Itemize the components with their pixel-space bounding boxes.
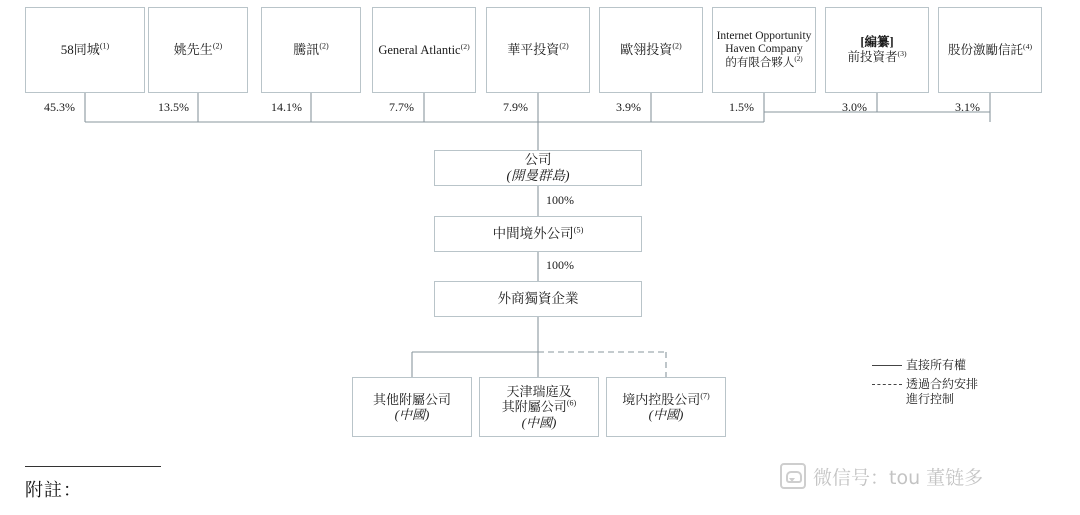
- shareholder-note-5: (2): [672, 42, 682, 51]
- shareholder-box-8: [938, 7, 1042, 93]
- company-intermediate-pct: 100%: [546, 193, 574, 207]
- shareholder-note-8: (4): [1022, 41, 1033, 51]
- pct-label-0: 45.3%: [44, 100, 75, 114]
- shareholder-name-5: 歐翎投資: [620, 42, 673, 58]
- subsidiary-box-1: [479, 377, 599, 437]
- pct-label-5: 3.9%: [616, 100, 641, 114]
- watermark: [780, 455, 1076, 497]
- pct-label-4: 7.9%: [503, 100, 528, 114]
- shareholder-box-6: [712, 7, 816, 93]
- shareholder-name-2: 騰訊: [293, 42, 320, 58]
- pct-label-8: 3.1%: [955, 100, 980, 114]
- footnote-divider: [25, 466, 161, 467]
- subsidiary-jurisdiction-1: (中國): [521, 414, 557, 430]
- shareholder-note-6: (2): [794, 54, 803, 63]
- shareholder-name-3: General Atlantic: [378, 42, 461, 57]
- company-jurisdiction: (開曼群島): [506, 168, 570, 183]
- shareholder-note-7: (3): [897, 48, 907, 58]
- company-name: 公司: [524, 152, 552, 168]
- intermediate-name: 中間境外公司: [492, 226, 574, 242]
- subsidiary-name-0: 其他附屬公司: [372, 391, 451, 407]
- subsidiary-note-2: (7): [700, 391, 710, 401]
- subsidiary-name-1-line2: 其附屬公司: [501, 399, 567, 415]
- shareholder-note-0: (1): [99, 42, 110, 51]
- company-box: [434, 150, 642, 186]
- subsidiary-jurisdiction-0: (中國): [394, 407, 430, 422]
- shareholder-box-1: [148, 7, 248, 93]
- subsidiary-name-1: 天津瑞庭及: [506, 384, 572, 399]
- shareholder-box-7: [825, 7, 929, 93]
- shareholder-name-4: 華平投資: [507, 42, 560, 58]
- pct-label-3: 7.7%: [389, 100, 414, 114]
- legend-row-contractual-control: [872, 377, 978, 407]
- wfoe-name: 外商獨資企業: [497, 291, 579, 307]
- shareholder-name-0: 58同城: [60, 42, 100, 58]
- shareholder-name-1: 姚先生: [173, 42, 213, 58]
- shareholder-box-3: [372, 7, 476, 93]
- shareholder-note-1: (2): [212, 42, 223, 51]
- shareholder-box-0: [25, 7, 145, 93]
- intermediate-box: [434, 216, 642, 252]
- shareholder-name-8: 股份激勵信託: [947, 42, 1023, 57]
- intermediate-note: (5): [573, 225, 584, 235]
- subsidiary-box-0: [352, 377, 472, 437]
- shareholder-name-7: [編纂]: [860, 35, 894, 50]
- subsidiary-jurisdiction-2: (中國): [648, 407, 684, 422]
- legend-label-contractual-control-line2: 進行控制: [906, 392, 955, 406]
- shareholder-box-5: [599, 7, 703, 93]
- wechat-icon: [780, 463, 806, 489]
- subsidiary-box-2: [606, 377, 726, 437]
- pct-label-1: 13.5%: [158, 100, 189, 114]
- legend-row-direct-ownership: [872, 358, 978, 373]
- footnote-label: 附註：: [25, 480, 82, 501]
- subsidiary-note-1: (6): [566, 399, 577, 408]
- shareholder-name-6: Internet Opportunity Haven Company: [716, 29, 812, 56]
- watermark-text: 微信号：tou 董链多: [813, 466, 984, 489]
- shareholder-name-6-line2: 的有限合夥人: [725, 56, 795, 69]
- shareholder-note-4: (2): [559, 42, 569, 51]
- shareholder-note-2: (2): [319, 42, 329, 51]
- subsidiary-name-2: 境内控股公司: [622, 391, 701, 407]
- pct-label-7: 3.0%: [842, 100, 867, 114]
- dashed-line-icon: [872, 377, 906, 391]
- legend-label-direct-ownership: 直接所有權: [906, 358, 967, 372]
- solid-line-icon: [872, 358, 906, 372]
- intermediate-wfoe-pct: 100%: [546, 258, 574, 272]
- legend-label-contractual-control: 透過合約安排: [906, 377, 979, 391]
- shareholder-name-7-line2: 前投資者: [847, 50, 898, 64]
- shareholder-note-3: (2): [460, 41, 470, 51]
- pct-label-2: 14.1%: [271, 100, 302, 114]
- shareholder-box-4: [486, 7, 590, 93]
- legend: [872, 358, 978, 411]
- pct-label-6: 1.5%: [729, 100, 754, 114]
- wfoe-box: [434, 281, 642, 317]
- shareholder-box-2: [261, 7, 361, 93]
